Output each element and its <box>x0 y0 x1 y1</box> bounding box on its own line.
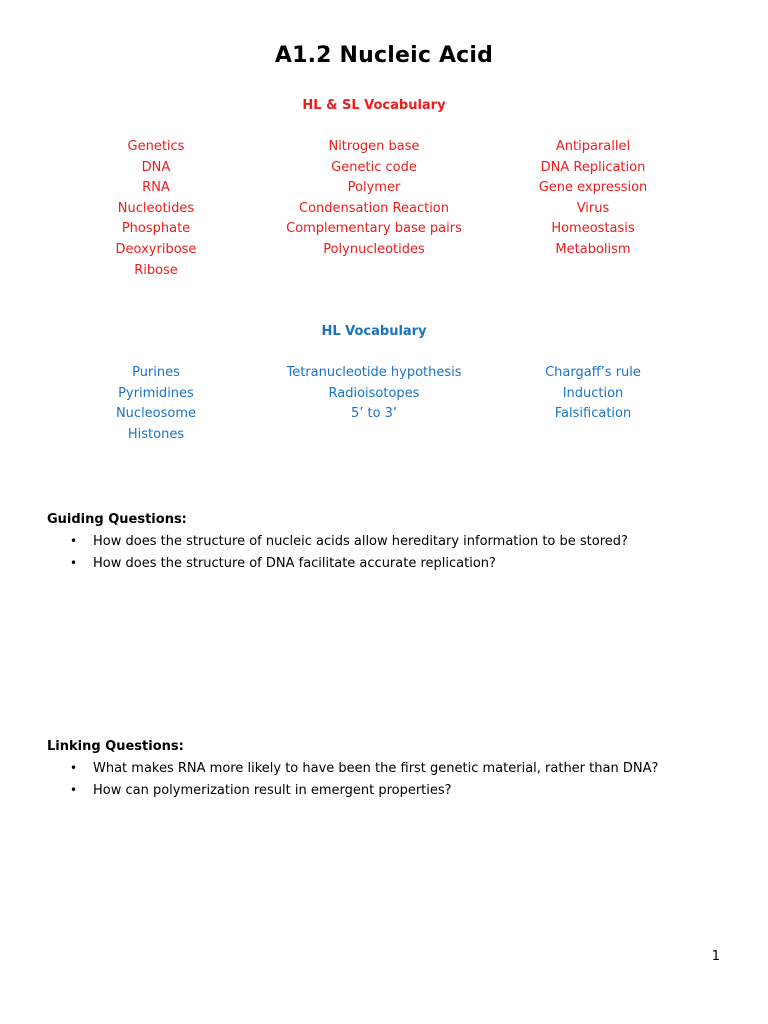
question-text: How does the structure of nucleic acids allow hereditary information to be stored? <box>93 534 628 549</box>
hl-vocabulary-column-2 <box>264 363 484 425</box>
vocab-term: Genetics <box>127 139 185 154</box>
vocab-term: Gene expression <box>538 180 648 196</box>
vocab-term: Nucleosome <box>115 406 197 422</box>
vocab-term: Radioisotopes <box>328 385 420 401</box>
vocab-term: 5’ to 3’ <box>350 406 398 422</box>
vocab-term: Purines <box>132 365 180 380</box>
vocab-term: Polynucleotides <box>323 241 425 257</box>
hl-sl-vocabulary-column-2 <box>264 137 484 261</box>
bullet-icon: • <box>70 555 78 570</box>
vocab-term: Induction <box>562 385 624 401</box>
linking-question-item <box>70 780 730 802</box>
question-text: How does the structure of DNA facilitate accurate replication? <box>93 555 496 571</box>
hl-vocabulary-column-1 <box>86 363 226 445</box>
vocab-term: RNA <box>142 180 170 196</box>
bullet-icon: • <box>70 782 78 797</box>
vocab-term: Metabolism <box>555 241 631 257</box>
bullet-icon: • <box>70 534 78 548</box>
guiding-questions-list <box>70 531 730 574</box>
vocab-term: Tetranucleotide hypothesis <box>286 365 462 380</box>
vocab-term: Pyrimidines <box>118 385 194 401</box>
hl-vocabulary-heading: HL Vocabulary <box>321 324 427 339</box>
document-title: A1.2 Nucleic Acid <box>274 43 494 68</box>
page-number: 1 <box>711 949 720 964</box>
vocab-term: Histones <box>127 426 185 442</box>
vocab-term: Chargaff’s rule <box>545 365 641 380</box>
linking-questions-list <box>70 758 730 801</box>
guiding-question-item <box>70 553 730 575</box>
guiding-question-item <box>70 531 730 553</box>
vocab-term: Condensation Reaction <box>299 200 449 216</box>
vocab-term: Nitrogen base <box>328 139 420 154</box>
vocab-term: Polymer <box>347 180 401 196</box>
hl-vocabulary-column-3 <box>513 363 673 425</box>
vocab-term: Ribose <box>134 262 178 278</box>
hl-sl-vocabulary-column-3 <box>513 137 673 261</box>
bullet-icon: • <box>70 761 78 775</box>
vocab-term: Phosphate <box>121 221 191 237</box>
hl-sl-vocabulary-heading: HL & SL Vocabulary <box>302 98 446 113</box>
vocab-term: Nucleotides <box>117 200 195 216</box>
hl-sl-vocabulary-column-1 <box>86 137 226 281</box>
question-text: What makes RNA more likely to have been the first genetic material, rather than DNA? <box>93 761 659 776</box>
vocab-term: DNA Replication <box>540 159 646 175</box>
guiding-questions-heading: Guiding Questions: <box>47 512 187 527</box>
question-text: How can polymerization result in emergent properties? <box>93 782 452 798</box>
vocab-term: Deoxyribose <box>115 241 197 257</box>
vocab-term: Virus <box>576 200 610 216</box>
vocab-term: Homeostasis <box>551 221 635 237</box>
vocab-term: Genetic code <box>331 159 417 175</box>
linking-questions-heading: Linking Questions: <box>47 739 184 754</box>
linking-question-item <box>70 758 730 780</box>
vocab-term: DNA <box>141 159 171 175</box>
vocab-term: Falsification <box>554 406 632 422</box>
vocab-term: Complementary base pairs <box>286 221 462 237</box>
vocab-term: Antiparallel <box>555 139 631 154</box>
